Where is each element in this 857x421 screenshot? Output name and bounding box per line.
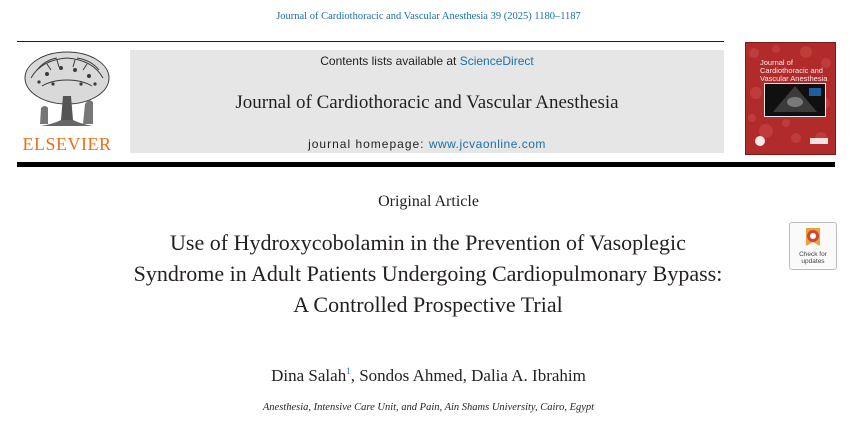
- elsevier-logo[interactable]: [17, 48, 117, 154]
- elsevier-tree-icon: [17, 48, 117, 134]
- author-separator: ,: [462, 366, 472, 385]
- author-separator: ,: [350, 366, 360, 385]
- journal-cover[interactable]: [745, 42, 836, 155]
- cover-image: [764, 83, 826, 117]
- echo-image-icon: [765, 84, 825, 116]
- top-divider: [17, 41, 724, 42]
- check-for-updates-button[interactable]: [789, 222, 837, 270]
- author[interactable]: Dina Salah: [271, 366, 347, 385]
- updates-label: Check for updates: [799, 251, 827, 265]
- homepage-link[interactable]: www.jcvaonline.com: [428, 137, 546, 151]
- author[interactable]: Sondos Ahmed: [359, 366, 463, 385]
- publisher-name: ELSEVIER: [22, 134, 112, 154]
- author-footnote-marker[interactable]: 1: [346, 366, 351, 376]
- article-title: Use of Hydroxycobolamin in the Prevention of Vasoplegic Syndrome in Adult Patients Undergoing Cardiopulmonary Bypass: A Controlled Prospective Trial: [133, 230, 723, 317]
- header-divider: [17, 162, 835, 167]
- homepage-line: [130, 137, 724, 151]
- author[interactable]: Dalia A. Ibrahim: [471, 366, 586, 385]
- cover-title: Journal of Cardiothoracic and Vascular Anesthesia: [760, 58, 828, 83]
- journal-title: Journal of Cardiothoracic and Vascular Anesthesia: [235, 92, 619, 113]
- author-list: [0, 366, 857, 386]
- homepage-prefix: journal homepage:: [308, 137, 425, 151]
- affiliation: Anesthesia, Intensive Care Unit, and Pain, Ain Shams University, Cairo, Egypt: [262, 402, 595, 413]
- journal-citation[interactable]: Journal of Cardiothoracic and Vascular Anesthesia 39 (2025) 1180–1187: [276, 11, 581, 22]
- crossmark-icon: [803, 226, 823, 250]
- sciencedirect-link[interactable]: ScienceDirect: [459, 54, 534, 68]
- journal-banner: [130, 50, 724, 153]
- article-type: Original Article: [378, 193, 479, 210]
- contents-prefix: Contents lists available at: [320, 54, 457, 68]
- contents-line: [130, 54, 724, 68]
